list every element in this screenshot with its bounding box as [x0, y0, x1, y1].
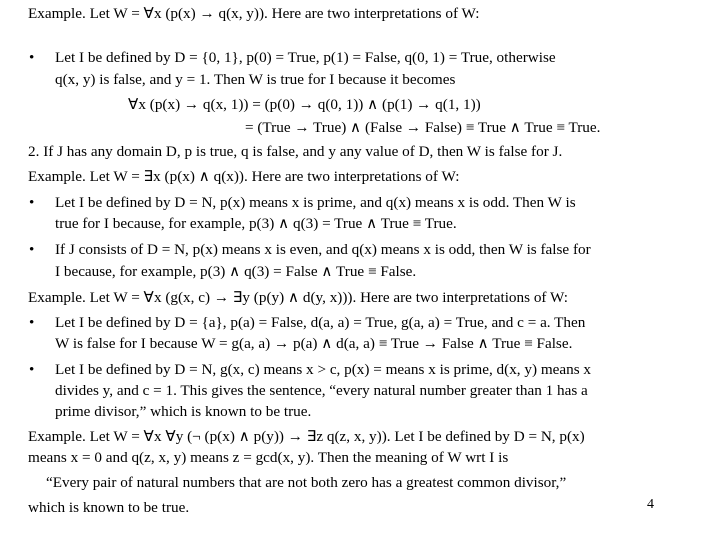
bullet-item: • If J consists of D = N, p(x) means x is even, and q(x) means x is odd, then W is false for [0, 239, 720, 261]
text-line: ∀x (p(x) → q(x, 1)) = (p(0) → q(0, 1)) ∧ (p(1) → q(1, 1)) [128, 96, 481, 113]
text-line: divides y, and c = 1. This gives the sentence, “every natural number greater than 1 has a [55, 382, 588, 399]
text-line: true for I because, for example, p(3) ∧ q(3) = True ∧ True ≡ True. [55, 215, 457, 232]
text-line: Example. Let W = ∃x (p(x) ∧ q(x)). Here are two interpretations of W: [28, 168, 460, 185]
bullet-item: • Let I be defined by D = {a}, p(a) = False, d(a, a) = True, g(a, a) = True, and c = a. Then [0, 312, 720, 334]
text-line: 2. If J has any domain D, p is true, q is false, and y any value of D, then W is false for J. [28, 143, 563, 160]
text-line: which is known to be true. [28, 499, 190, 516]
bullet-icon: • [29, 194, 35, 211]
quote-line: “Every pair of natural numbers that are not both zero has a greatest common divisor,” [46, 474, 567, 491]
page-number: 4 [647, 497, 654, 512]
bullet-item: • Let I be defined by D = {0, 1}, p(0) = True, p(1) = False, q(0, 1) = True, otherwise [0, 47, 720, 69]
text-line: prime divisor,” which is known to be true. [55, 403, 312, 420]
text-line: q(x, y) is false, and y = 1. Then W is true for I because it becomes [55, 71, 456, 88]
text-line: I because, for example, p(3) ∧ q(3) = False ∧ True ≡ False. [55, 263, 417, 280]
bullet-icon: • [29, 241, 35, 258]
text-line: W is false for I because W = g(a, a) → p(a) ∧ d(a, a) ≡ True → False ∧ True ≡ False. [55, 335, 573, 352]
text-line: = (True → True) ∧ (False → False) ≡ True ∧ True ≡ True. [245, 119, 601, 136]
bullet-item: • Let I be defined by D = N, p(x) means x is prime, and q(x) means x is odd. Then W is [0, 192, 720, 214]
text-line: Example. Let W = ∀x ∀y (¬ (p(x) ∧ p(y)) → ∃z q(z, x, y)). Let I be defined by D = N, p(x) [28, 428, 585, 445]
bullet-icon: • [29, 361, 35, 378]
bullet-item: • Let I be defined by D = N, g(x, c) means x > c, p(x) = means x is prime, d(x, y) means x [0, 359, 720, 381]
bullet-icon: • [29, 49, 35, 66]
text-line: means x = 0 and q(z, x, y) means z = gcd(x, y). Then the meaning of W wrt I is [28, 449, 509, 466]
text-line: Example. Let W = ∀x (g(x, c) → ∃y (p(y) ∧ d(y, x))). Here are two interpretations of W: [28, 289, 568, 306]
text-line: Example. Let W = ∀x (p(x) → q(x, y)). Here are two interpretations of W: [28, 5, 480, 22]
bullet-icon: • [29, 314, 35, 331]
